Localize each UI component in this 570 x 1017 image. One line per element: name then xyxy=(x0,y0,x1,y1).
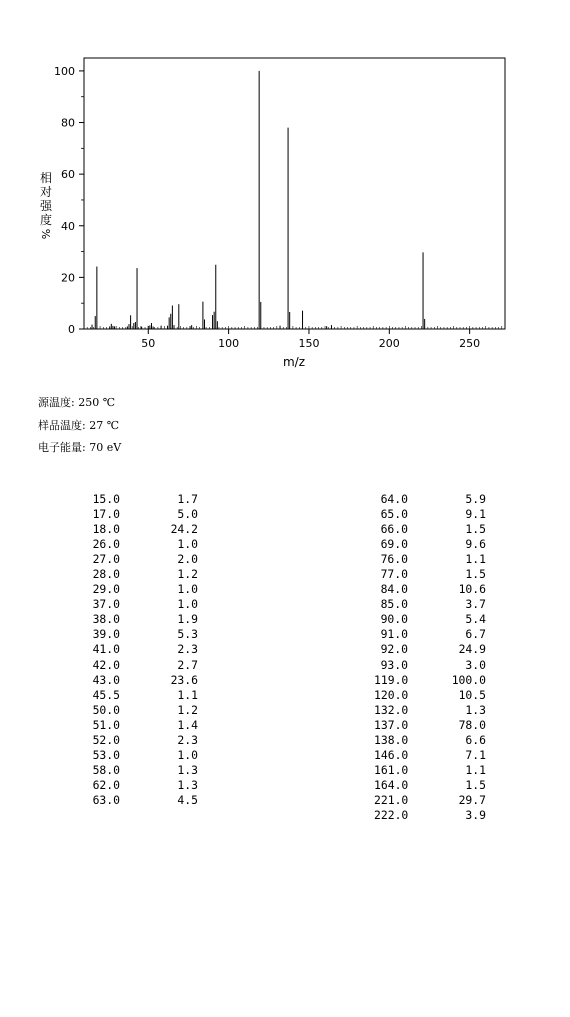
y-tick-label: 100 xyxy=(54,64,75,78)
abundance-value: 1.0 xyxy=(177,537,198,552)
table-row xyxy=(374,567,504,582)
mz-value: 84.0 xyxy=(380,582,408,597)
abundance-value: 1.4 xyxy=(177,717,198,732)
y-tick-label: 0 xyxy=(68,323,75,336)
abundance-value: 10.5 xyxy=(458,687,486,702)
mz-value: 92.0 xyxy=(380,642,408,657)
y-label-unit: % xyxy=(40,228,53,240)
table-row xyxy=(86,582,216,597)
abundance-value: 5.3 xyxy=(177,627,198,642)
table-row xyxy=(86,627,216,642)
x-tick-label: 250 xyxy=(459,337,481,350)
mz-value: 164.0 xyxy=(374,777,409,792)
abundance-value: 5.4 xyxy=(465,612,486,627)
abundance-value: 23.6 xyxy=(170,672,198,687)
mz-value: 146.0 xyxy=(374,747,409,762)
table-row xyxy=(374,582,504,597)
table-row xyxy=(374,658,504,673)
table-row xyxy=(374,492,504,507)
table-row xyxy=(374,733,504,748)
table-row xyxy=(86,492,216,507)
abundance-value: 1.3 xyxy=(465,702,486,717)
mz-value: 38.0 xyxy=(92,612,120,627)
electron-energy: 电子能量: 70 eV xyxy=(38,441,122,454)
abundance-value: 1.3 xyxy=(177,762,198,777)
table-row xyxy=(374,507,504,522)
mz-value: 132.0 xyxy=(374,702,409,717)
y-tick-label: 80 xyxy=(61,116,75,130)
abundance-value: 1.3 xyxy=(177,777,198,792)
table-row xyxy=(374,718,504,733)
table-row xyxy=(374,552,504,567)
abundance-value: 3.0 xyxy=(465,657,486,672)
mz-value: 51.0 xyxy=(92,717,120,732)
abundance-value: 9.6 xyxy=(465,537,486,552)
table-row xyxy=(374,748,504,763)
mz-value: 37.0 xyxy=(92,597,120,612)
table-row xyxy=(374,597,504,612)
abundance-value: 1.0 xyxy=(177,582,198,597)
table-row xyxy=(86,733,216,748)
table-row xyxy=(86,703,216,718)
x-tick-label: 50 xyxy=(141,337,156,350)
y-label-char-1: 相 xyxy=(40,171,53,185)
mz-value: 42.0 xyxy=(92,657,120,672)
table-row xyxy=(374,763,504,778)
abundance-value: 1.0 xyxy=(177,597,198,612)
mz-value: 77.0 xyxy=(380,567,408,582)
mz-value: 26.0 xyxy=(92,537,120,552)
table-row xyxy=(374,778,504,793)
mz-value: 161.0 xyxy=(374,762,409,777)
mz-value: 58.0 xyxy=(92,762,120,777)
abundance-value: 24.2 xyxy=(170,522,198,537)
y-label-char-3: 强 xyxy=(40,199,53,213)
table-row xyxy=(86,688,216,703)
x-tick-label: 200 xyxy=(378,337,400,350)
abundance-value: 24.9 xyxy=(458,642,486,657)
mz-value: 138.0 xyxy=(374,732,409,747)
abundance-value: 1.5 xyxy=(465,777,486,792)
mz-value: 52.0 xyxy=(92,732,120,747)
abundance-value: 6.6 xyxy=(465,732,486,747)
abundance-value: 7.1 xyxy=(465,747,486,762)
abundance-value: 4.5 xyxy=(177,792,198,807)
table-row xyxy=(86,567,216,582)
y-label-char-4: 度 xyxy=(40,213,53,227)
abundance-value: 1.5 xyxy=(465,567,486,582)
abundance-value: 100.0 xyxy=(451,672,486,687)
y-axis-label xyxy=(40,170,53,239)
table-row xyxy=(374,522,504,537)
mz-value: 91.0 xyxy=(380,627,408,642)
mz-value: 15.0 xyxy=(92,492,120,506)
plot-frame xyxy=(84,58,505,329)
abundance-value: 1.5 xyxy=(465,522,486,537)
abundance-value: 1.1 xyxy=(177,687,198,702)
abundance-value: 29.7 xyxy=(458,792,486,807)
table-row xyxy=(86,793,216,808)
table-row xyxy=(86,763,216,778)
abundance-value: 1.1 xyxy=(465,552,486,567)
mz-value: 39.0 xyxy=(92,627,120,642)
abundance-value: 2.3 xyxy=(177,642,198,657)
table-row xyxy=(374,793,504,808)
abundance-value: 1.9 xyxy=(177,612,198,627)
table-row xyxy=(86,718,216,733)
abundance-value: 2.0 xyxy=(177,552,198,567)
mz-value: 221.0 xyxy=(374,792,409,807)
mz-value: 137.0 xyxy=(374,717,409,732)
mz-value: 29.0 xyxy=(92,582,120,597)
mass-spectrum-chart xyxy=(0,0,570,380)
table-row xyxy=(86,507,216,522)
mz-value: 27.0 xyxy=(92,552,120,567)
mz-value: 66.0 xyxy=(380,522,408,537)
abundance-value: 1.2 xyxy=(177,702,198,717)
mz-value: 120.0 xyxy=(374,687,409,702)
table-row xyxy=(374,808,504,823)
abundance-value: 3.9 xyxy=(465,807,486,822)
table-row xyxy=(374,703,504,718)
table-row xyxy=(374,537,504,552)
x-axis-label: m/z xyxy=(282,355,306,369)
abundance-value: 2.3 xyxy=(177,732,198,747)
mz-value: 64.0 xyxy=(380,492,408,506)
mz-value: 119.0 xyxy=(374,672,409,687)
mz-value: 76.0 xyxy=(380,552,408,567)
mz-value: 69.0 xyxy=(380,537,408,552)
abundance-value: 5.9 xyxy=(465,492,486,506)
abundance-value: 6.7 xyxy=(465,627,486,642)
mz-value: 18.0 xyxy=(92,522,120,537)
table-row xyxy=(86,537,216,552)
table-row xyxy=(374,627,504,642)
conditions-block xyxy=(38,392,121,460)
mz-value: 90.0 xyxy=(380,612,408,627)
x-ticks-group xyxy=(141,329,480,350)
mz-value: 17.0 xyxy=(92,507,120,522)
table-row xyxy=(374,673,504,688)
mz-value: 28.0 xyxy=(92,567,120,582)
table-row xyxy=(374,642,504,657)
abundance-value: 78.0 xyxy=(458,717,486,732)
y-tick-label: 40 xyxy=(61,219,75,233)
table-row xyxy=(86,778,216,793)
abundance-value: 1.2 xyxy=(177,567,198,582)
table-row xyxy=(86,658,216,673)
mz-value: 53.0 xyxy=(92,747,120,762)
abundance-value: 1.0 xyxy=(177,747,198,762)
table-row xyxy=(86,673,216,688)
mz-value: 63.0 xyxy=(92,792,120,807)
abundance-value: 5.0 xyxy=(177,507,198,522)
bars-group xyxy=(92,71,425,329)
abundance-value: 2.7 xyxy=(177,657,198,672)
table-row xyxy=(86,748,216,763)
table-row xyxy=(374,612,504,627)
peak-table-left xyxy=(86,492,216,808)
source-temperature: 源温度: 250 ℃ xyxy=(38,396,115,409)
mz-value: 62.0 xyxy=(92,777,120,792)
y-ticks-group xyxy=(54,65,84,336)
mz-value: 43.0 xyxy=(92,672,120,687)
peak-table-right xyxy=(374,492,504,823)
abundance-value: 10.6 xyxy=(458,582,486,597)
y-label-char-2: 对 xyxy=(40,185,53,199)
y-tick-label: 60 xyxy=(61,168,75,182)
x-tick-label: 100 xyxy=(218,337,240,350)
mz-value: 93.0 xyxy=(380,657,408,672)
mz-value: 50.0 xyxy=(92,702,120,717)
table-row xyxy=(86,642,216,657)
abundance-value: 3.7 xyxy=(465,597,486,612)
mz-value: 85.0 xyxy=(380,597,408,612)
table-row xyxy=(86,522,216,537)
abundance-value: 1.1 xyxy=(465,762,486,777)
mz-value: 222.0 xyxy=(374,807,409,822)
x-tick-label: 150 xyxy=(298,337,320,350)
table-row xyxy=(86,612,216,627)
abundance-value: 9.1 xyxy=(465,507,486,522)
table-row xyxy=(86,552,216,567)
table-row xyxy=(86,597,216,612)
sample-temperature: 样品温度: 27 ℃ xyxy=(38,418,120,432)
table-row xyxy=(374,688,504,703)
y-tick-label: 20 xyxy=(61,271,75,285)
abundance-value: 1.7 xyxy=(177,492,198,506)
mz-value: 45.5 xyxy=(92,687,120,702)
mz-value: 65.0 xyxy=(380,507,408,522)
mz-value: 41.0 xyxy=(92,642,120,657)
